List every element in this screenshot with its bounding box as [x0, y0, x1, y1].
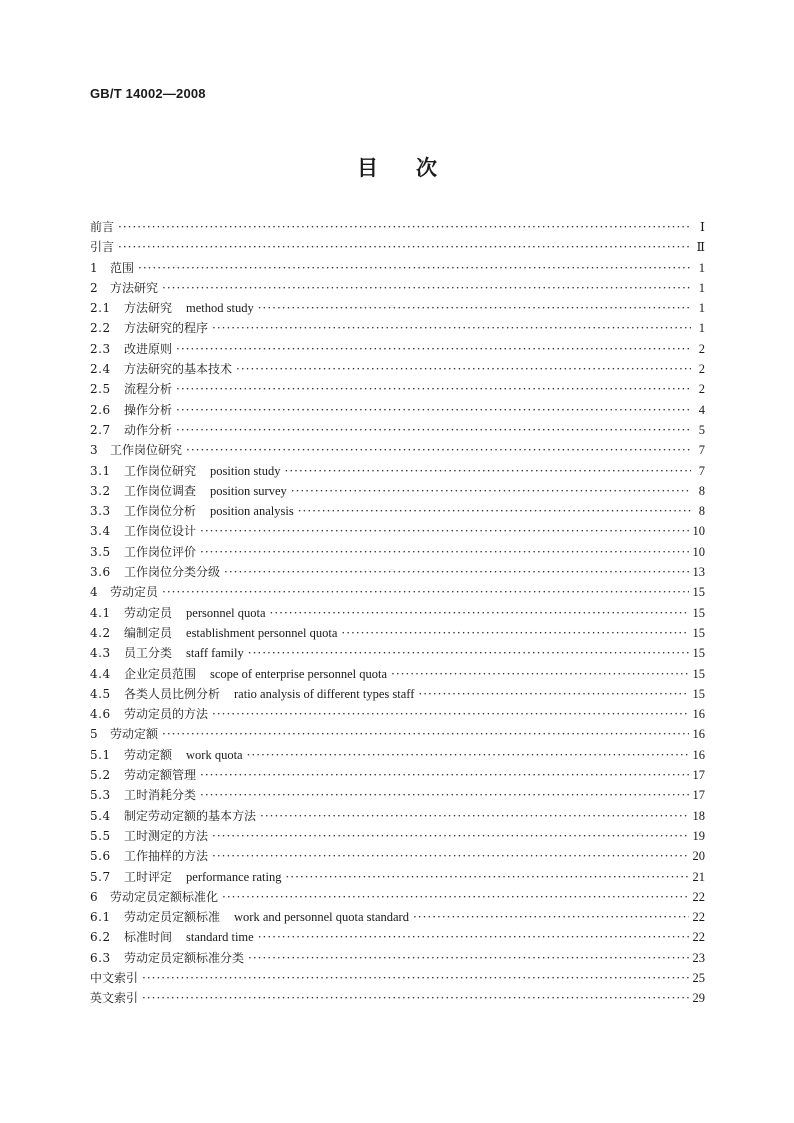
toc-entry-page-number: 25 — [692, 970, 705, 985]
toc-entry-number: 5.5 — [90, 828, 111, 843]
dot-leader — [200, 521, 688, 541]
toc-entry-number: 5 — [90, 727, 99, 742]
toc-entry-page-number: 10 — [692, 524, 705, 539]
toc-entry-page-number: 13 — [692, 565, 705, 580]
toc-entry[interactable] — [90, 440, 705, 460]
toc-entry-title: 劳动定员 — [124, 605, 173, 620]
document-code: GB/T 14002—2008 — [90, 86, 206, 101]
toc-entry[interactable] — [90, 298, 705, 318]
toc-entry-title: 方法研究 — [124, 301, 173, 316]
toc-entry-title: 工作岗位研究 — [124, 463, 197, 478]
toc-entry[interactable] — [90, 217, 705, 237]
toc-entry-page-number: 21 — [692, 869, 705, 884]
dot-leader — [298, 501, 691, 521]
toc-entry[interactable] — [90, 887, 705, 907]
dot-leader — [270, 603, 689, 623]
toc-entry-page-number: 2 — [698, 362, 705, 377]
toc-entry-title: 劳动定员定额标准分类 — [124, 950, 245, 965]
dot-leader — [176, 379, 691, 399]
toc-entry-title: 工时测定的方法 — [124, 828, 209, 843]
toc-entry[interactable] — [90, 420, 705, 440]
toc-entry-title: 工作岗位评价 — [124, 544, 197, 559]
toc-entry-title: 工时评定 — [124, 869, 173, 884]
toc-entry-title: 动作分析 — [124, 422, 173, 437]
toc-entry-title: 工时消耗分类 — [124, 788, 197, 803]
toc-entry[interactable] — [90, 258, 705, 278]
dot-leader — [224, 562, 688, 582]
toc-entry-number: 2.7 — [90, 422, 111, 437]
toc-entry-title: 劳动定额 — [110, 727, 159, 742]
dot-leader — [222, 887, 688, 907]
toc-entry-title: 标准时间 — [124, 930, 173, 945]
toc-entry-english-term: staff family — [186, 646, 244, 661]
toc-entry-page-number: 23 — [692, 950, 705, 965]
dot-leader — [142, 968, 688, 988]
toc-entry-page-number: 17 — [692, 788, 705, 803]
toc-entry[interactable] — [90, 461, 705, 481]
toc-entry-number: 4.6 — [90, 707, 111, 722]
toc-entry-page-number: Ⅰ — [700, 220, 705, 234]
toc-entry-number: 5.1 — [90, 747, 111, 762]
dot-leader — [176, 400, 691, 420]
toc-title: 目次 — [357, 156, 475, 180]
toc-entry-number: 5.3 — [90, 788, 111, 803]
toc-entry-page-number: 17 — [692, 768, 705, 783]
toc-entry-number: 6.3 — [90, 950, 111, 965]
toc-entry[interactable] — [90, 724, 705, 744]
dot-leader — [258, 298, 691, 318]
toc-entry-title: 各类人员比例分析 — [124, 686, 221, 701]
toc-entry[interactable] — [90, 400, 705, 420]
toc-entry-title: 制定劳动定额的基本方法 — [124, 808, 257, 823]
dot-leader — [142, 988, 688, 1008]
toc-entry-number: 2 — [90, 280, 99, 295]
toc-entry-english-term: work and personnel quota standard — [234, 910, 409, 925]
toc-entry[interactable] — [90, 562, 705, 582]
toc-entry-title: 工作岗位设计 — [124, 524, 197, 539]
toc-entry-title: 劳动定员定额标准化 — [110, 889, 219, 904]
toc-entry-number: 5.2 — [90, 768, 111, 783]
toc-entry-title: 方法研究的基本技术 — [124, 362, 233, 377]
toc-entry-page-number: 19 — [692, 828, 705, 843]
toc-entry[interactable] — [90, 643, 705, 663]
toc-entry-title: 员工分类 — [124, 646, 173, 661]
toc-entry-title: 引言 — [90, 240, 115, 255]
dot-leader — [247, 745, 689, 765]
dot-leader — [258, 927, 689, 947]
toc-entry[interactable] — [90, 237, 705, 257]
dot-leader — [413, 907, 689, 927]
toc-entry-page-number: 7 — [698, 463, 705, 478]
toc-entry-title: 改进原则 — [124, 341, 173, 356]
toc-entry[interactable] — [90, 968, 705, 988]
toc-entry-number: 4.1 — [90, 605, 111, 620]
toc-entry-page-number: 15 — [692, 605, 705, 620]
toc-entry[interactable] — [90, 948, 705, 968]
toc-entry[interactable] — [90, 684, 705, 704]
toc-entry-english-term: work quota — [186, 747, 243, 762]
toc-entry-page-number: 20 — [692, 849, 705, 864]
dot-leader — [162, 724, 688, 744]
dot-leader — [212, 704, 688, 724]
dot-leader — [200, 542, 688, 562]
toc-entry-page-number: 2 — [698, 341, 705, 356]
toc-entry-page-number: 15 — [692, 646, 705, 661]
toc-entry-title: 方法研究 — [110, 280, 159, 295]
table-of-contents — [90, 217, 705, 1009]
toc-entry[interactable] — [90, 846, 705, 866]
toc-entry[interactable] — [90, 582, 705, 602]
toc-entry-title: 工作岗位研究 — [110, 443, 183, 458]
toc-entry-title: 劳动定额管理 — [124, 768, 197, 783]
toc-entry-number: 5.4 — [90, 808, 111, 823]
dot-leader — [118, 217, 691, 237]
toc-entry-title: 企业定员范围 — [124, 666, 197, 681]
toc-entry-english-term: ratio analysis of different types staff — [234, 686, 415, 701]
dot-leader — [341, 623, 688, 643]
dot-leader — [212, 846, 688, 866]
toc-entry-number: 2.6 — [90, 402, 111, 417]
toc-entry-number: 5.6 — [90, 849, 111, 864]
toc-entry[interactable] — [90, 907, 705, 927]
toc-entry-page-number: 15 — [692, 625, 705, 640]
toc-entry-page-number: 7 — [698, 443, 705, 458]
toc-entry-number: 4.3 — [90, 646, 111, 661]
dot-leader — [212, 318, 691, 338]
toc-entry[interactable] — [90, 664, 705, 684]
toc-entry-english-term: establishment personnel quota — [186, 625, 338, 640]
toc-entry-title: 工作岗位调查 — [124, 483, 197, 498]
toc-entry-page-number: 15 — [692, 686, 705, 701]
toc-entry-page-number: 1 — [698, 260, 705, 275]
toc-entry-title: 劳动定员的方法 — [124, 707, 209, 722]
toc-entry-english-term: position study — [210, 463, 281, 478]
toc-entry-number: 4 — [90, 585, 99, 600]
toc-entry-number: 3.2 — [90, 483, 111, 498]
toc-entry-number: 2.5 — [90, 382, 111, 397]
toc-entry-title: 操作分析 — [124, 402, 173, 417]
toc-entry-page-number: 22 — [692, 930, 705, 945]
dot-leader — [176, 420, 691, 440]
dot-leader — [248, 948, 688, 968]
toc-entry-page-number: 10 — [692, 544, 705, 559]
toc-entry[interactable] — [90, 278, 705, 298]
toc-entry[interactable] — [90, 785, 705, 805]
dot-leader — [118, 237, 691, 257]
toc-entry-page-number: 4 — [698, 402, 705, 417]
toc-entry-number: 6.2 — [90, 930, 111, 945]
dot-leader — [176, 339, 691, 359]
toc-entry-english-term: scope of enterprise personnel quota — [210, 666, 388, 681]
toc-entry-page-number: 5 — [698, 422, 705, 437]
toc-entry-page-number: Ⅱ — [696, 240, 705, 255]
toc-entry-english-term: personnel quota — [186, 605, 266, 620]
toc-entry-number: 4.2 — [90, 625, 111, 640]
toc-entry-page-number: 22 — [692, 889, 705, 904]
toc-entry-title: 工作岗位分类分级 — [124, 565, 221, 580]
dot-leader — [186, 440, 691, 460]
toc-entry-page-number: 16 — [692, 727, 705, 742]
toc-entry-page-number: 15 — [692, 666, 705, 681]
toc-entry-number: 3.3 — [90, 504, 111, 519]
toc-entry-number: 6 — [90, 889, 99, 904]
toc-entry-title: 中文索引 — [90, 970, 139, 985]
toc-entry-title: 劳动定额 — [124, 747, 173, 762]
toc-entry-number: 2.2 — [90, 321, 111, 336]
dot-leader — [291, 481, 691, 501]
toc-entry[interactable] — [90, 745, 705, 765]
toc-entry-english-term: performance rating — [186, 869, 282, 884]
toc-entry[interactable] — [90, 927, 705, 947]
dot-leader — [418, 684, 688, 704]
toc-entry-page-number: 2 — [698, 382, 705, 397]
toc-entry[interactable] — [90, 704, 705, 724]
toc-entry-page-number: 16 — [692, 707, 705, 722]
toc-entry-english-term: method study — [186, 301, 254, 316]
toc-entry-number: 6.1 — [90, 910, 111, 925]
toc-entry-page-number: 8 — [698, 504, 705, 519]
dot-leader — [138, 258, 691, 278]
toc-entry-page-number: 8 — [698, 483, 705, 498]
toc-entry-title: 工作岗位分析 — [124, 504, 197, 519]
toc-entry-number: 3.4 — [90, 524, 111, 539]
toc-entry-title: 方法研究的程序 — [124, 321, 209, 336]
toc-entry-number: 5.7 — [90, 869, 111, 884]
toc-entry-title: 英文索引 — [90, 991, 139, 1006]
toc-entry-number: 3.5 — [90, 544, 111, 559]
toc-entry-title: 劳动定员定额标准 — [124, 910, 221, 925]
toc-entry-number: 3.6 — [90, 565, 111, 580]
dot-leader — [285, 867, 688, 887]
toc-entry[interactable] — [90, 826, 705, 846]
toc-entry-title: 劳动定员 — [110, 585, 159, 600]
toc-entry-number: 2.4 — [90, 362, 111, 377]
toc-entry-page-number: 1 — [698, 301, 705, 316]
toc-entry[interactable] — [90, 359, 705, 379]
dot-leader — [200, 765, 688, 785]
toc-entry[interactable] — [90, 765, 705, 785]
toc-entry-number: 3.1 — [90, 463, 111, 478]
dot-leader — [162, 278, 691, 298]
toc-entry[interactable] — [90, 501, 705, 521]
dot-leader — [248, 643, 689, 663]
toc-entry-page-number: 22 — [692, 910, 705, 925]
toc-entry[interactable] — [90, 339, 705, 359]
dot-leader — [200, 785, 688, 805]
toc-entry-page-number: 1 — [698, 321, 705, 336]
toc-entry-number: 4.4 — [90, 666, 111, 681]
toc-entry-number: 3 — [90, 443, 99, 458]
toc-entry[interactable] — [90, 603, 705, 623]
toc-entry-english-term: position analysis — [210, 504, 294, 519]
toc-entry-title: 流程分析 — [124, 382, 173, 397]
toc-entry-title: 范围 — [110, 260, 135, 275]
toc-entry[interactable] — [90, 988, 705, 1008]
toc-entry-number: 4.5 — [90, 686, 111, 701]
toc-entry-number: 2.3 — [90, 341, 111, 356]
toc-entry[interactable] — [90, 867, 705, 887]
toc-entry-title: 编制定员 — [124, 625, 173, 640]
toc-entry[interactable] — [90, 806, 705, 826]
toc-entry-page-number: 16 — [692, 747, 705, 762]
dot-leader — [285, 461, 691, 481]
dot-leader — [236, 359, 691, 379]
toc-entry[interactable] — [90, 521, 705, 541]
dot-leader — [162, 582, 688, 602]
toc-entry[interactable] — [90, 481, 705, 501]
toc-entry[interactable] — [90, 379, 705, 399]
toc-entry[interactable] — [90, 318, 705, 338]
dot-leader — [212, 826, 688, 846]
toc-entry-page-number: 18 — [692, 808, 705, 823]
toc-entry-title: 前言 — [90, 220, 115, 234]
dot-leader — [260, 806, 688, 826]
toc-entry-english-term: standard time — [186, 930, 254, 945]
toc-entry[interactable] — [90, 542, 705, 562]
toc-entry-page-number: 1 — [698, 280, 705, 295]
toc-entry-english-term: position survey — [210, 483, 287, 498]
toc-entry-page-number: 29 — [692, 991, 705, 1006]
toc-entry-number: 2.1 — [90, 301, 111, 316]
toc-entry-page-number: 15 — [692, 585, 705, 600]
dot-leader — [391, 664, 688, 684]
toc-entry-title: 工作抽样的方法 — [124, 849, 209, 864]
toc-entry[interactable] — [90, 623, 705, 643]
toc-entry-number: 1 — [90, 260, 99, 275]
